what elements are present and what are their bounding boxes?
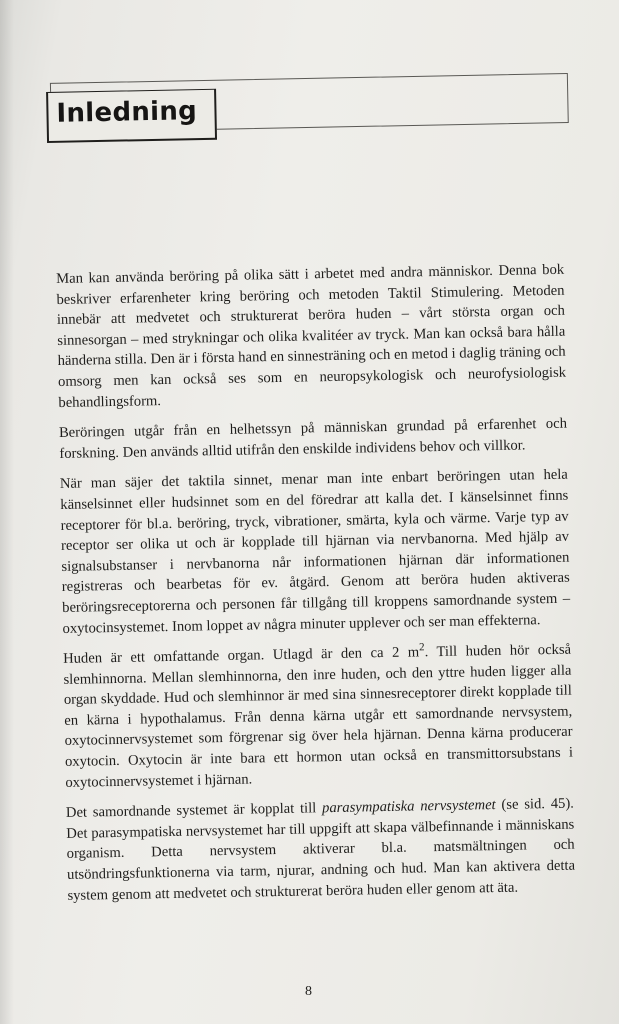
superscript: 2 [418, 641, 425, 654]
heading-box [46, 78, 567, 142]
paragraph-text: Det samordnande systemet är kopplat till [65, 800, 323, 822]
page-number: 8 [305, 984, 312, 999]
paragraph: Beröringen utgår från en helhetssyn på människan grundad på erfarenhet och forskning. Den används alltid utifrån den enskilde individens behov och villkor. [58, 415, 568, 462]
paragraph: När man säjer det taktila sinnet, menar man inte enbart beröringen utan hela känselsinnet eller hudsinnet som en del föredrar att kalla det. I känselsinnet finns receptorer för bl.a. beröring, tryck, vibrationer, smärta, kyla och värme. Varje typ av receptor ser olika ut och är kopplade till hjärnan via nervbanorna. Med hjälp av signalsubstanser i nervbanorna når informationen hjärnan där informationen registreras och bearbetas för ev. åtgärd. Genom att beröra huden aktiveras beröringsreceptorerna och personen får tillgång till kroppens samordnande system – oxytocinsystemet. Inom loppet av några minuter upplever och ser man effekterna. [59, 466, 571, 637]
heading-box-front [46, 89, 217, 143]
paragraph-text: (se sid. 45). Det parasympatiska nervsystemet har till uppgift att skapa välbefinnande i människans organism. Detta nervsystem aktiverar bl.a. matsmältningen och utsöndringsfunktionerna via tarm, njurar, andning och hud. Man kan aktivera detta system genom att medvetet och strukturerat beröra huden eller genom att äta. [66, 795, 576, 904]
page-title: Inledning [56, 96, 198, 129]
page-gutter-shadow [0, 0, 14, 1024]
italic-term: parasympatiska nervsystemet [321, 797, 496, 817]
paragraph-text: Huden är ett omfattande organ. Utlagd är den ca 2 m [63, 644, 420, 668]
paragraph: Man kan använda beröring på olika sätt i arbetet med andra människor. Denna bok beskriver erfarenheter kring beröring och metoden Taktil Stimulering. Metoden innebär att medvetet och strukturerat beröra huden – vårt största organ och sinnesorgan – med strykningar och olika kvalitéer av tryck. Man kan också bara hålla händerna stilla. Den är i första hand en sinnesträning och en metod i daglig träning och omsorg men kan också ses som en neuropsykologisk och neurofysiologisk behandlingsform. [56, 261, 567, 411]
paragraph [63, 640, 574, 793]
paragraph-text: . Till huden hör också slemhinnorna. Mellan slemhinnorna, den inre huden, och den yttre huden ligger alla organ skyddade. Hud och slemhinnor är med sina sinnesreceptorer direkt kopplade till en kärna i hypothalamus. Från denna kärna utgår ett samordnande nervsystem, oxytocinnervsystemet som förgrenar sig över hela hjärnan. Denna kärna producerar oxytocin. Oxytocin är inte bara ett hormon utan också en transmittorsubstans i oxytocinnervsystemet i hjärnan. [63, 641, 574, 791]
body-text [56, 260, 576, 916]
paragraph [66, 794, 576, 906]
